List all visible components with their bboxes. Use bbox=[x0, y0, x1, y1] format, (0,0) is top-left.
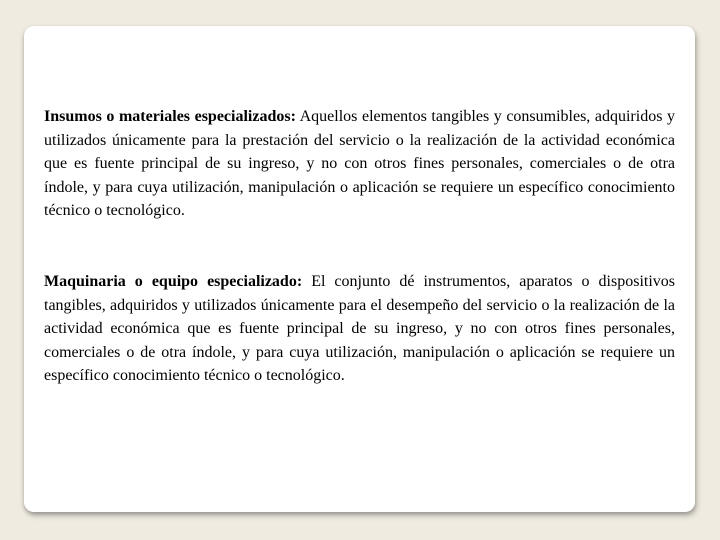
definition-term: Insumos o materiales especializados: bbox=[44, 108, 296, 125]
definition-maquinaria bbox=[44, 270, 675, 388]
definition-text: El conjunto dé instrumentos, aparatos o dispositivos tangibles, adquiridos y utilizados únicamente para el desempeño del servicio o la realización de la actividad económica que es fuente principal de su ingreso, y no con otros fines personales, comerciales o de otra índole, y para cuya utilización, manipulación o aplicación se requiere un específico conocimiento técnico o tecnológico. bbox=[44, 273, 676, 384]
slide-card bbox=[24, 26, 695, 512]
definition-term: Maquinaria o equipo especializado: bbox=[44, 273, 303, 290]
definition-text: Aquellos elementos tangibles y consumibles, adquiridos y utilizados únicamente para la prestación del servicio o la realización de la actividad económica que es fuente principal de su ingreso, y no con otros fines personales, comerciales o de otra índole, y para cuya utilización, manipulación o aplicación se requiere un específico conocimiento técnico o tecnológico. bbox=[44, 108, 676, 219]
definition-insumos bbox=[44, 105, 675, 223]
